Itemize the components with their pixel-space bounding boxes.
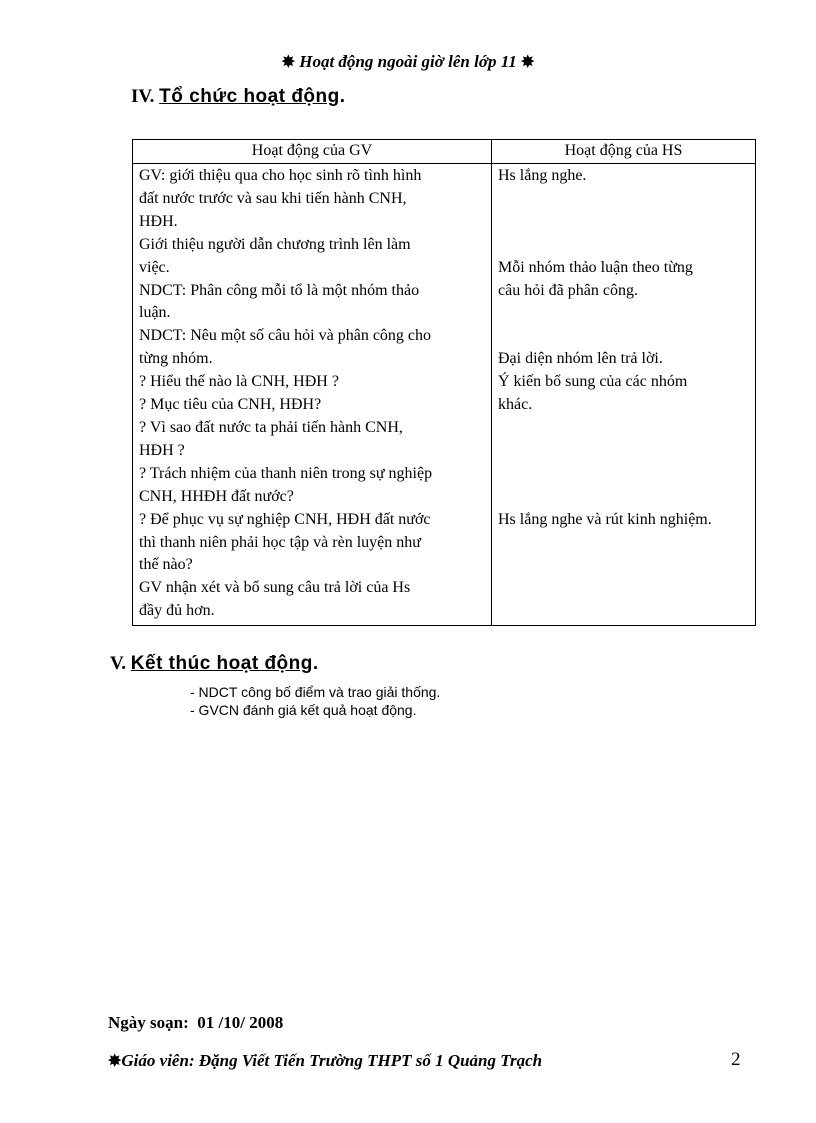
- gv-line: Giới thiệu người dẫn chương trình lên làm: [139, 235, 411, 253]
- prep-date-value: 01 /10/ 2008: [197, 1013, 284, 1032]
- gv-line: GV: giới thiệu qua cho học sinh rõ tình hình: [139, 167, 422, 184]
- gv-line: NDCT: Nêu một số câu hỏi và phân công cho: [139, 327, 432, 345]
- section-5-title: [110, 653, 318, 675]
- hs-line: Mỗi nhóm thảo luận theo từng: [498, 258, 693, 276]
- gv-line: từng nhóm.: [139, 350, 213, 368]
- gv-line: HĐH.: [139, 212, 178, 230]
- gv-line: ? Để phục vụ sự nghiệp CNH, HĐH đất nước: [139, 510, 431, 528]
- section-4-heading: Tổ chức hoạt động: [159, 86, 340, 107]
- teacher-name: : Đặng Viết Tiến: [188, 1051, 305, 1070]
- hs-line: câu hỏi đã phân công.: [498, 281, 638, 299]
- gv-line: CNH, HHĐH đất nước?: [139, 487, 294, 505]
- prep-date: [108, 1013, 283, 1033]
- hs-line: Hs lắng nghe.: [498, 167, 587, 184]
- hs-line: [498, 417, 749, 440]
- gv-activities-cell: [133, 164, 492, 626]
- hs-line: [498, 188, 749, 211]
- page-number: 2: [731, 1049, 741, 1070]
- star-icon: ✸: [108, 1053, 122, 1070]
- hs-line: Đại diện nhóm lên trả lời.: [498, 350, 663, 368]
- gv-line: luận.: [139, 304, 171, 322]
- hs-line: [498, 486, 749, 509]
- gv-line: đầy đủ hơn.: [139, 602, 215, 620]
- gv-line: thế nào?: [139, 556, 193, 574]
- gv-line: ? Vì sao đất nước ta phải tiến hành CNH,: [139, 418, 403, 436]
- hs-activities-cell: [492, 164, 756, 626]
- prep-date-label: Ngày soạn:: [108, 1013, 189, 1032]
- list-item: - NDCT công bố điểm và trao giải thống.: [190, 684, 441, 700]
- gv-line: NDCT: Phân công mỗi tổ là một nhóm thảo: [139, 281, 420, 299]
- gv-line: ? Hiểu thế nào là CNH, HĐH ?: [139, 373, 339, 391]
- hs-line: [498, 211, 749, 234]
- activity-table: [132, 139, 756, 626]
- section-4-period: .: [339, 86, 346, 107]
- section-5-period: .: [312, 653, 319, 674]
- hs-line: [498, 463, 749, 486]
- hs-line: [498, 325, 749, 348]
- hs-line: Ý kiến bổ sung của các nhóm: [498, 373, 688, 391]
- section-5-heading: Kết thúc hoạt động: [130, 653, 313, 674]
- hs-line: [498, 302, 749, 325]
- table-header-row: [133, 140, 756, 164]
- teacher-label: Giáo viên: [121, 1051, 189, 1070]
- star-icon: ✸: [281, 54, 295, 71]
- section-4-number: IV.: [131, 86, 155, 107]
- hs-line: khác.: [498, 396, 533, 414]
- table-row: [133, 164, 756, 626]
- gv-line: GV nhận xét và bổ sung câu trả lời của Hs: [139, 579, 411, 597]
- hs-line: [498, 440, 749, 463]
- gv-line: việc.: [139, 258, 170, 276]
- column-header-hs: Hoạt động của HS: [492, 140, 756, 164]
- hs-line: [498, 234, 749, 257]
- list-item: - GVCN đánh giá kết quả hoạt động.: [190, 702, 417, 718]
- star-icon: ✸: [521, 54, 535, 71]
- page-footer: [108, 1051, 542, 1071]
- gv-line: ? Mục tiêu của CNH, HĐH?: [139, 396, 322, 414]
- gv-line: đất nước trước và sau khi tiến hành CNH,: [139, 189, 407, 207]
- gv-line: HĐH ?: [139, 441, 185, 459]
- hs-line: Hs lắng nghe và rút kinh nghiệm.: [498, 510, 712, 528]
- gv-line: thì thanh niên phải học tập và rèn luyện như: [139, 533, 421, 551]
- school-name: Trường THPT số 1 Quảng Trạch: [309, 1051, 543, 1070]
- column-header-gv: Hoạt động của GV: [133, 140, 492, 164]
- section-4-title: [131, 86, 345, 108]
- gv-line: ? Trách nhiệm của thanh niên trong sự nghiệp: [139, 464, 433, 482]
- page-header: [0, 52, 816, 72]
- header-title: Hoạt động ngoài giờ lên lớp 11: [299, 52, 517, 71]
- section-5-number: V.: [110, 653, 127, 674]
